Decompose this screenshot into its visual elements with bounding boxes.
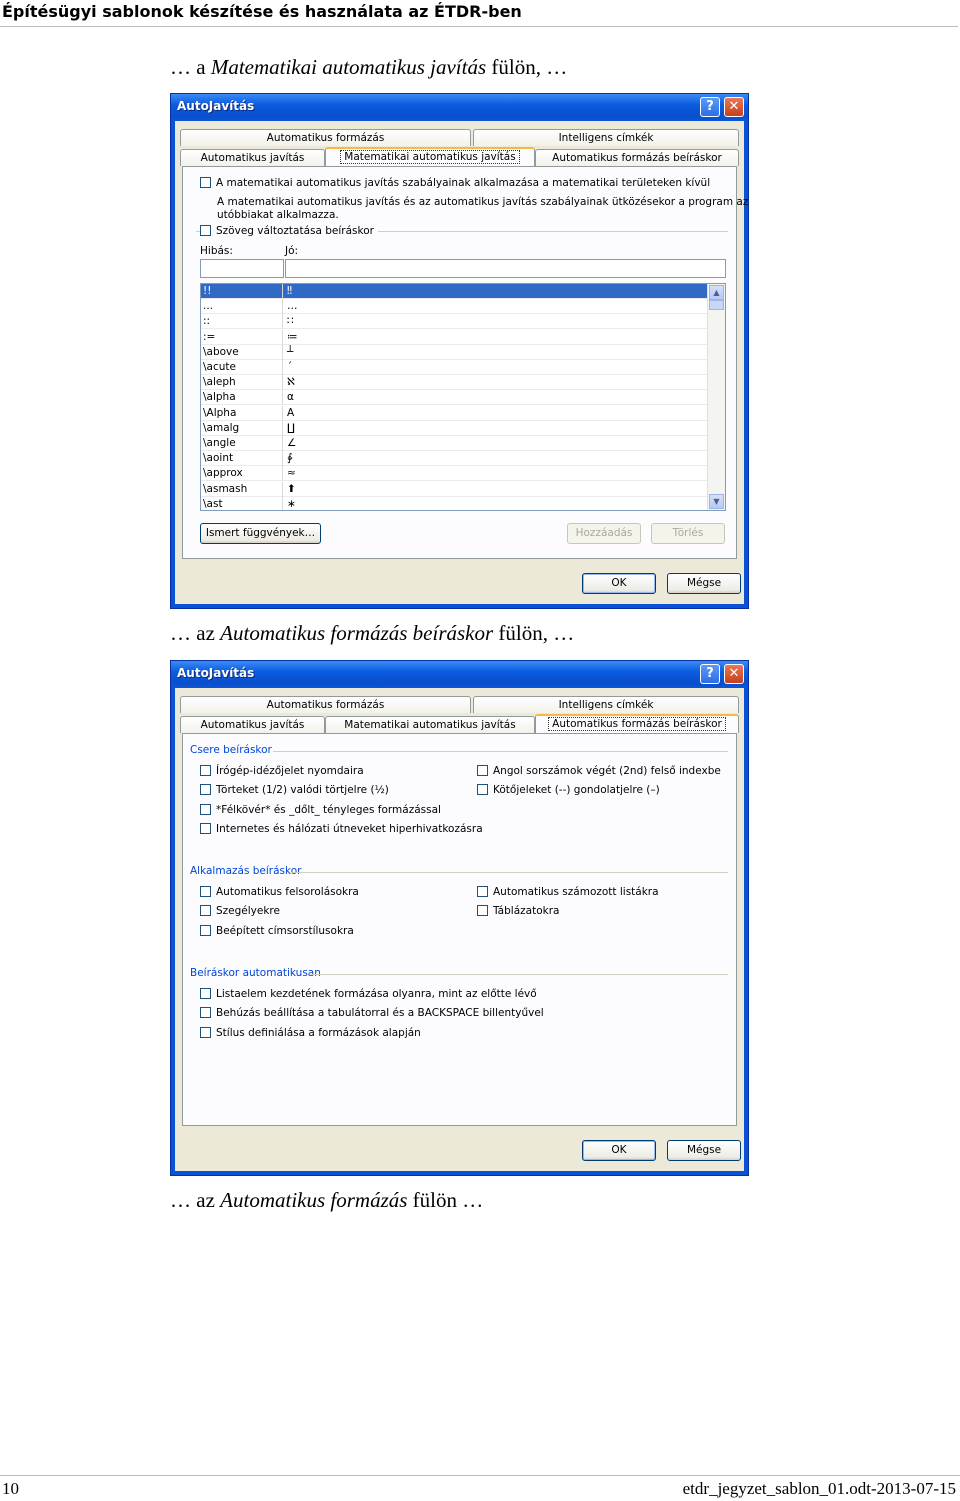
option-label: Automatikus számozott listákra — [493, 886, 659, 898]
option-label: Szegélyekre — [216, 905, 280, 918]
option-label: Stílus definiálása a formázások alapján — [216, 1026, 421, 1039]
list-item[interactable] — [201, 466, 708, 481]
tab-panel — [182, 166, 749, 559]
close-icon[interactable]: ✕ — [724, 664, 744, 684]
tab-panel — [182, 733, 737, 1126]
option-label: A matematikai automatikus javítás szabályainak alkalmazása a matematikai területeken kívül — [216, 177, 711, 189]
replace-from: !! — [203, 285, 212, 297]
option-row[interactable] — [200, 804, 441, 816]
caption-text: … az — [170, 621, 221, 645]
replace-to: … — [287, 300, 298, 313]
list-item[interactable] — [201, 299, 708, 314]
option-label: Törteket (1/2) valódi törtjelre (½) — [216, 784, 389, 797]
option-label: Behúzás beállítása a tabulátorral és a BACKSPACE billentyűvel — [216, 1007, 544, 1020]
group-apply-label: Alkalmazás beíráskor — [190, 865, 302, 877]
dialog-titlebar — [171, 661, 748, 688]
ok-button[interactable]: OK — [582, 573, 656, 594]
option-row[interactable] — [200, 1007, 544, 1019]
replace-from: \aoint — [203, 452, 234, 465]
replace-from: \aleph — [203, 376, 236, 389]
option-row[interactable] — [200, 765, 364, 777]
cancel-button[interactable]: Mégse — [667, 573, 741, 594]
list-item[interactable] — [201, 482, 708, 497]
tab-autocorrect[interactable]: Automatikus javítás — [180, 716, 325, 733]
group-replace-label: Csere beíráskor — [190, 744, 272, 756]
dialog-title: AutoJavítás — [177, 666, 255, 680]
list-item[interactable] — [201, 330, 708, 345]
tab-math-autocorrect[interactable] — [325, 147, 535, 166]
replace-from: :: — [203, 315, 211, 328]
option-row[interactable] — [200, 925, 354, 937]
caption-autoformat-tab — [170, 1188, 483, 1213]
option-label: Írógép-idézőjelet nyomdaira — [216, 765, 364, 777]
option-row[interactable] — [477, 784, 660, 796]
replace-to: ∷ — [287, 315, 294, 328]
replace-from: \alpha — [203, 391, 236, 404]
tab-math-autocorrect[interactable]: Matematikai automatikus javítás — [325, 716, 535, 733]
checkbox[interactable] — [200, 1027, 211, 1038]
option-row[interactable] — [200, 784, 389, 796]
replace-to: ≔ — [287, 330, 298, 343]
column-separator — [282, 482, 283, 497]
option-label: *Félkövér* és _dőlt_ tényleges formázással — [216, 803, 441, 816]
dialog-title: AutoJavítás — [177, 99, 255, 113]
column-separator — [282, 421, 283, 436]
group-divider — [311, 974, 728, 975]
checkbox[interactable] — [200, 1007, 211, 1018]
caption-text: … az — [170, 1188, 221, 1212]
right-input[interactable] — [285, 259, 726, 278]
replace-from: \amalg — [203, 421, 240, 434]
option-row[interactable] — [200, 886, 359, 898]
tab-label: Matematikai automatikus javítás — [340, 150, 519, 164]
wrong-input[interactable] — [200, 259, 284, 278]
document-title: Építésügyi sablonok készítése és használata az ÉTDR-ben — [2, 2, 522, 21]
ok-button[interactable]: OK — [582, 1140, 656, 1161]
option-row[interactable] — [200, 905, 280, 917]
replace-to: ∳ — [287, 452, 293, 465]
column-separator — [282, 345, 283, 360]
checkbox[interactable] — [200, 925, 211, 936]
replace-to: α — [287, 391, 294, 404]
checkbox[interactable] — [200, 225, 211, 236]
list-item[interactable] — [201, 360, 708, 375]
dialog-client — [175, 688, 744, 1171]
replace-from: \ast — [203, 497, 223, 510]
option-label: Beépített címsorstílusokra — [216, 924, 354, 937]
list-item[interactable] — [201, 436, 708, 451]
replace-from: \angle — [203, 437, 236, 449]
column-separator — [282, 360, 283, 375]
replace-from: ... — [203, 300, 214, 313]
column-separator — [282, 284, 283, 299]
column-separator — [282, 466, 283, 481]
replace-from: \approx — [203, 467, 243, 480]
column-separator — [282, 497, 283, 511]
tab-autoformat[interactable]: Automatikus formázás — [180, 696, 471, 713]
column-separator — [282, 436, 283, 451]
caption-math-tab — [170, 55, 567, 80]
column-separator — [282, 314, 283, 329]
tab-autoformat[interactable]: Automatikus formázás — [180, 129, 471, 146]
replace-to: ‼ — [287, 285, 293, 297]
list-item[interactable] — [201, 451, 708, 466]
list-item[interactable] — [201, 390, 708, 405]
column-separator — [282, 451, 283, 466]
caption-text: fülön, … — [486, 55, 568, 79]
scroll-up-icon[interactable]: ▲ — [709, 285, 724, 300]
info-text-1: A matematikai automatikus javítás és az automatikus javítás szabályainak ütközésekor a program az — [217, 196, 749, 208]
replace-from: \Alpha — [203, 406, 237, 419]
checkbox[interactable] — [477, 886, 488, 897]
option-label: Angol sorszámok végét (2nd) felső indexbe — [493, 765, 721, 777]
list-item[interactable] — [201, 284, 708, 299]
caption-emphasis: Automatikus formázás beíráskor — [220, 621, 494, 645]
column-separator — [282, 375, 283, 390]
add-button[interactable]: Hozzáadás — [567, 523, 641, 544]
close-icon[interactable]: ✕ — [724, 97, 744, 117]
tab-autocorrect[interactable]: Automatikus javítás — [180, 149, 325, 166]
column-separator — [282, 299, 283, 314]
tab-autoformat-as-you-type[interactable]: Automatikus formázás beíráskor — [535, 149, 739, 166]
footer-divider — [0, 1475, 960, 1476]
caption-emphasis: Matematikai automatikus javítás — [210, 55, 487, 79]
checkbox[interactable] — [200, 886, 211, 897]
group-divider — [291, 872, 728, 873]
checkbox[interactable] — [200, 804, 211, 815]
checkbox[interactable] — [200, 177, 211, 188]
option-label: Kötőjeleket (--) gondolatjelre (–) — [493, 784, 660, 797]
tab-autoformat-as-you-type[interactable] — [535, 714, 739, 733]
replace-to: ℵ — [287, 376, 295, 389]
help-icon[interactable]: ? — [700, 664, 720, 684]
replace-from: \acute — [203, 361, 236, 373]
list-item[interactable] — [201, 421, 708, 436]
help-icon[interactable]: ? — [700, 97, 720, 117]
checkbox[interactable] — [200, 988, 211, 999]
tab-smart-tags[interactable]: Intelligens címkék — [473, 696, 739, 713]
delete-button[interactable]: Törlés — [651, 523, 725, 544]
tab-smart-tags[interactable]: Intelligens címkék — [473, 129, 739, 146]
replacement-list[interactable] — [200, 283, 726, 511]
column-separator — [282, 406, 283, 421]
replace-to: ┴ — [287, 345, 294, 358]
checkbox[interactable] — [477, 765, 488, 776]
checkbox[interactable] — [477, 784, 488, 795]
list-item[interactable] — [201, 375, 708, 390]
list-item[interactable] — [201, 497, 708, 511]
replace-to: ´ — [287, 361, 293, 373]
option-label: Szöveg változtatása beíráskor — [216, 225, 374, 237]
column-separator — [282, 330, 283, 345]
cancel-button[interactable]: Mégse — [667, 1140, 741, 1161]
caption-text: … a — [170, 55, 211, 79]
list-item[interactable] — [201, 314, 708, 329]
autocorrect-dialog-math — [170, 93, 749, 609]
known-functions-button[interactable]: Ismert függvények… — [200, 523, 321, 544]
replace-from: := — [203, 330, 216, 343]
option-row[interactable] — [477, 765, 721, 777]
checkbox[interactable] — [477, 905, 488, 916]
list-item[interactable] — [201, 345, 708, 360]
caption-emphasis: Automatikus formázás — [220, 1188, 408, 1212]
replace-to: ∠ — [287, 437, 297, 449]
checkbox[interactable] — [200, 905, 211, 916]
checkbox[interactable] — [200, 784, 211, 795]
caption-autoformat-as-you-type-tab — [170, 621, 574, 646]
checkbox[interactable] — [200, 765, 211, 776]
option-row[interactable] — [200, 988, 537, 1000]
group-automatic-label: Beíráskor automatikusan — [190, 967, 321, 979]
option-row[interactable] — [477, 886, 659, 898]
replace-to: ∐ — [287, 421, 295, 434]
dialog-titlebar — [171, 94, 748, 121]
option-label: Táblázatokra — [493, 905, 560, 918]
option-label: Listaelem kezdetének formázása olyanra, mint az előtte lévő — [216, 988, 537, 1000]
column-separator — [282, 390, 283, 405]
page-number: 10 — [2, 1479, 19, 1498]
scrollbar[interactable] — [707, 284, 725, 510]
scroll-down-icon[interactable]: ▼ — [709, 494, 724, 509]
autocorrect-dialog-autoformat — [170, 660, 749, 1176]
checkbox[interactable] — [200, 823, 211, 834]
tab-label: Automatikus formázás beíráskor — [548, 717, 726, 731]
group-divider — [273, 751, 728, 752]
dialog-client — [175, 121, 749, 604]
replace-to: ⬆ — [287, 482, 296, 495]
page-header — [0, 0, 958, 27]
replace-to: ≈ — [287, 467, 296, 480]
replace-as-you-type-option[interactable] — [200, 225, 378, 237]
option-row[interactable] — [200, 1027, 421, 1039]
info-text-2: utóbbiakat alkalmazza. — [217, 209, 339, 221]
scroll-thumb[interactable] — [709, 300, 724, 310]
option-row[interactable] — [200, 823, 483, 835]
option-label: Internetes és hálózati útneveket hiperhivatkozásra — [216, 822, 483, 835]
apply-outside-option[interactable] — [200, 177, 710, 189]
list-item[interactable] — [201, 406, 708, 421]
caption-text: fülön … — [407, 1188, 484, 1212]
option-row[interactable] — [477, 905, 559, 917]
right-label: Jó: — [285, 245, 299, 257]
document-id: etdr_jegyzet_sablon_01.odt-2013-07-15 — [682, 1479, 956, 1498]
wrong-label: Hibás: — [200, 245, 233, 257]
replace-from: \above — [203, 345, 239, 358]
replace-to: Α — [287, 406, 295, 419]
replace-to: ∗ — [287, 497, 296, 510]
caption-text: fülön, … — [493, 621, 575, 645]
replace-from: \asmash — [203, 482, 248, 495]
option-label: Automatikus felsorolásokra — [216, 886, 359, 898]
